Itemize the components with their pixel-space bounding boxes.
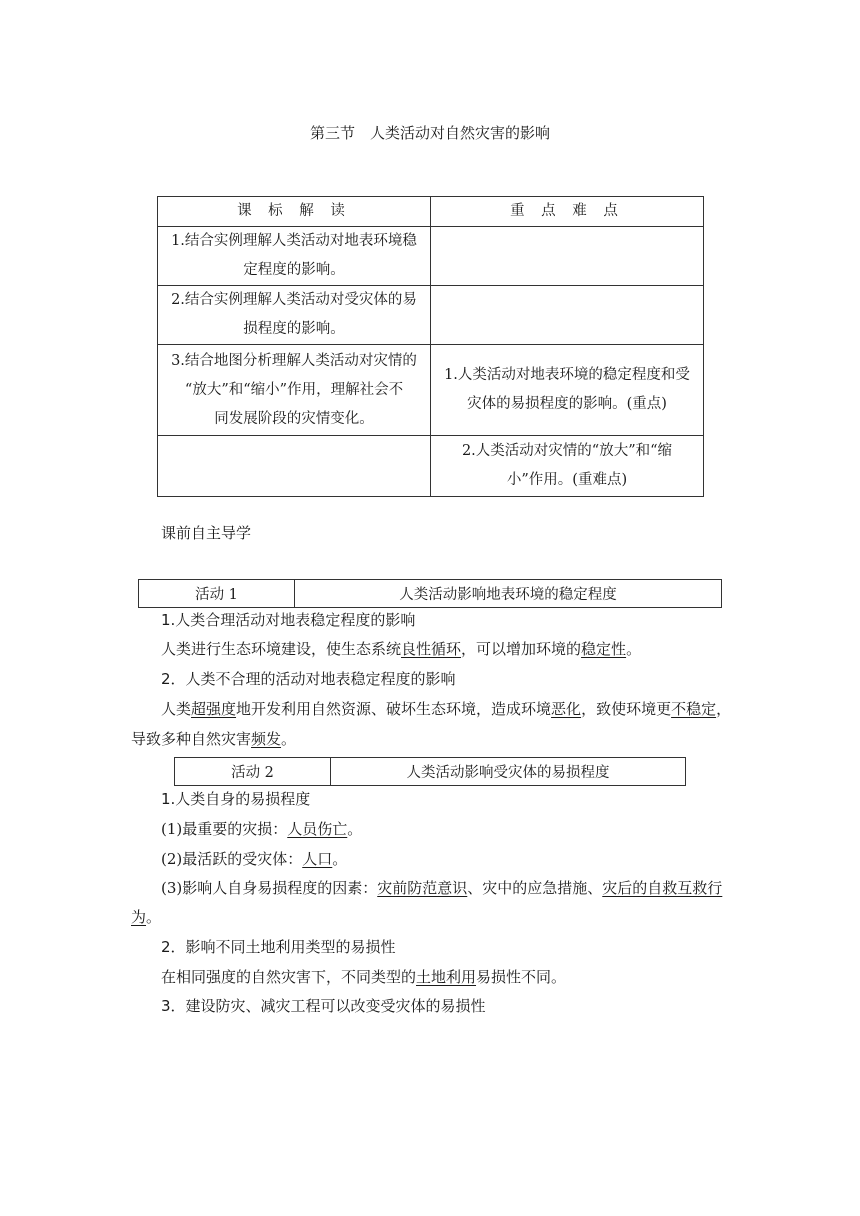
cell-line: 定程度的影响。 xyxy=(243,262,345,278)
table-cell xyxy=(158,286,431,345)
curriculum-table xyxy=(157,196,704,497)
cell-line: 2.结合实例理解人类活动对受灾体的易 xyxy=(171,292,417,308)
text: 。 xyxy=(332,850,348,868)
cell-line: 小”作用。(重难点) xyxy=(506,472,628,488)
answer-blank: 人口 xyxy=(302,850,333,868)
activity-2-heading-2: 2．影响不同土地利用类型的易损性 xyxy=(161,938,396,956)
page-title: 第三节 人类活动对自然灾害的影响 xyxy=(309,124,550,142)
text: (3)影响人自身易损程度的因素： xyxy=(161,879,378,897)
table-cell xyxy=(431,345,704,436)
activity-1-box xyxy=(138,579,722,608)
activity-2-item-1 xyxy=(161,818,362,839)
answer-blank: 频发 xyxy=(251,730,282,748)
activity-2-label: 活动 2 xyxy=(175,758,331,785)
answer-blank: 为 xyxy=(131,908,147,926)
answer-blank: 良性循环 xyxy=(401,640,462,658)
table-row xyxy=(158,227,704,286)
activity-2-title: 人类活动影响受灾体的易损程度 xyxy=(406,765,610,781)
cell-line: 1.结合实例理解人类活动对地表环境稳 xyxy=(171,233,417,249)
activity-1-heading-2: 2．人类不合理的活动对地表稳定程度的影响 xyxy=(161,670,456,688)
activity-1-paragraph-2-cont xyxy=(131,728,296,749)
activity-1-label: 活动 1 xyxy=(139,580,295,607)
cell-line: 3.结合地图分析理解人类活动对灾情的 xyxy=(171,352,417,369)
table-cell xyxy=(158,227,431,286)
answer-blank: 不稳定 xyxy=(671,700,717,718)
text: 在相同强度的自然灾害下，不同类型的 xyxy=(161,968,417,986)
activity-2-box xyxy=(174,757,686,786)
activity-2-item-3 xyxy=(161,877,722,898)
activity-1-paragraph-2 xyxy=(161,698,731,719)
cell-line: 1.人类活动对地表环境的稳定程度和受 xyxy=(444,367,690,383)
table-cell-empty xyxy=(158,436,431,497)
activity-2-heading-3: 3．建设防灾、减灾工程可以改变受灾体的易损性 xyxy=(161,997,486,1015)
text: 。 xyxy=(281,730,297,748)
answer-blank: 稳定性 xyxy=(581,640,627,658)
activity-1-title: 人类活动影响地表环境的稳定程度 xyxy=(399,587,617,603)
text: 、灾中的应急措施、 xyxy=(467,879,603,897)
text: 人类进行生态环境建设，使生态系统 xyxy=(161,640,402,658)
table-cell-empty xyxy=(431,227,704,286)
cell-line: 损程度的影响。 xyxy=(243,321,345,337)
header-standards: 课 标 解 读 xyxy=(158,197,431,227)
text: ， xyxy=(716,700,732,718)
text: 。 xyxy=(146,908,162,926)
text: (1)最重要的灾损： xyxy=(161,820,288,838)
activity-1-paragraph-1 xyxy=(161,638,641,659)
activity-2-item-3-cont xyxy=(131,906,161,927)
text: 易损性不同。 xyxy=(476,968,567,986)
text: 地开发利用自然资源、破坏生态环境，造成环境 xyxy=(236,700,552,718)
table-cell-empty xyxy=(431,286,704,345)
cell-line: 2.人类活动对灾情的“放大”和“缩 xyxy=(461,443,673,459)
text: 人类 xyxy=(161,700,192,718)
table-row xyxy=(158,436,704,497)
answer-blank: 超强度 xyxy=(191,700,237,718)
answer-blank: 土地利用 xyxy=(416,968,477,986)
activity-1-heading-1: 1.人类合理活动对地表稳定程度的影响 xyxy=(161,611,416,629)
table-cell xyxy=(158,345,431,436)
table-row xyxy=(158,345,704,436)
text: 。 xyxy=(347,820,363,838)
table-cell xyxy=(431,436,704,497)
answer-blank: 人员伤亡 xyxy=(287,820,348,838)
activity-2-paragraph-2 xyxy=(161,966,566,987)
answer-blank: 恶化 xyxy=(551,700,582,718)
text: (2)最活跃的受灾体： xyxy=(161,850,303,868)
answer-blank: 灾前防范意识 xyxy=(377,879,468,897)
cell-line: 同发展阶段的灾情变化。 xyxy=(214,410,374,427)
table-header-row xyxy=(158,197,704,227)
table-row xyxy=(158,286,704,345)
cell-line: “放大”和“缩小”作用，理解社会不 xyxy=(184,381,404,398)
activity-2-heading-1: 1.人类自身的易损程度 xyxy=(161,790,311,808)
section-heading: 课前自主导学 xyxy=(161,524,252,542)
text: ，致使环境更 xyxy=(581,700,672,718)
activity-2-item-2 xyxy=(161,848,347,869)
text: ，可以增加环境的 xyxy=(461,640,582,658)
header-key-points: 重 点 难 点 xyxy=(431,197,704,227)
text: 导致多种自然灾害 xyxy=(131,730,252,748)
text: 。 xyxy=(626,640,642,658)
cell-line: 灾体的易损程度的影响。(重点) xyxy=(467,396,667,412)
answer-blank: 灾后的自救互救行 xyxy=(602,879,723,897)
